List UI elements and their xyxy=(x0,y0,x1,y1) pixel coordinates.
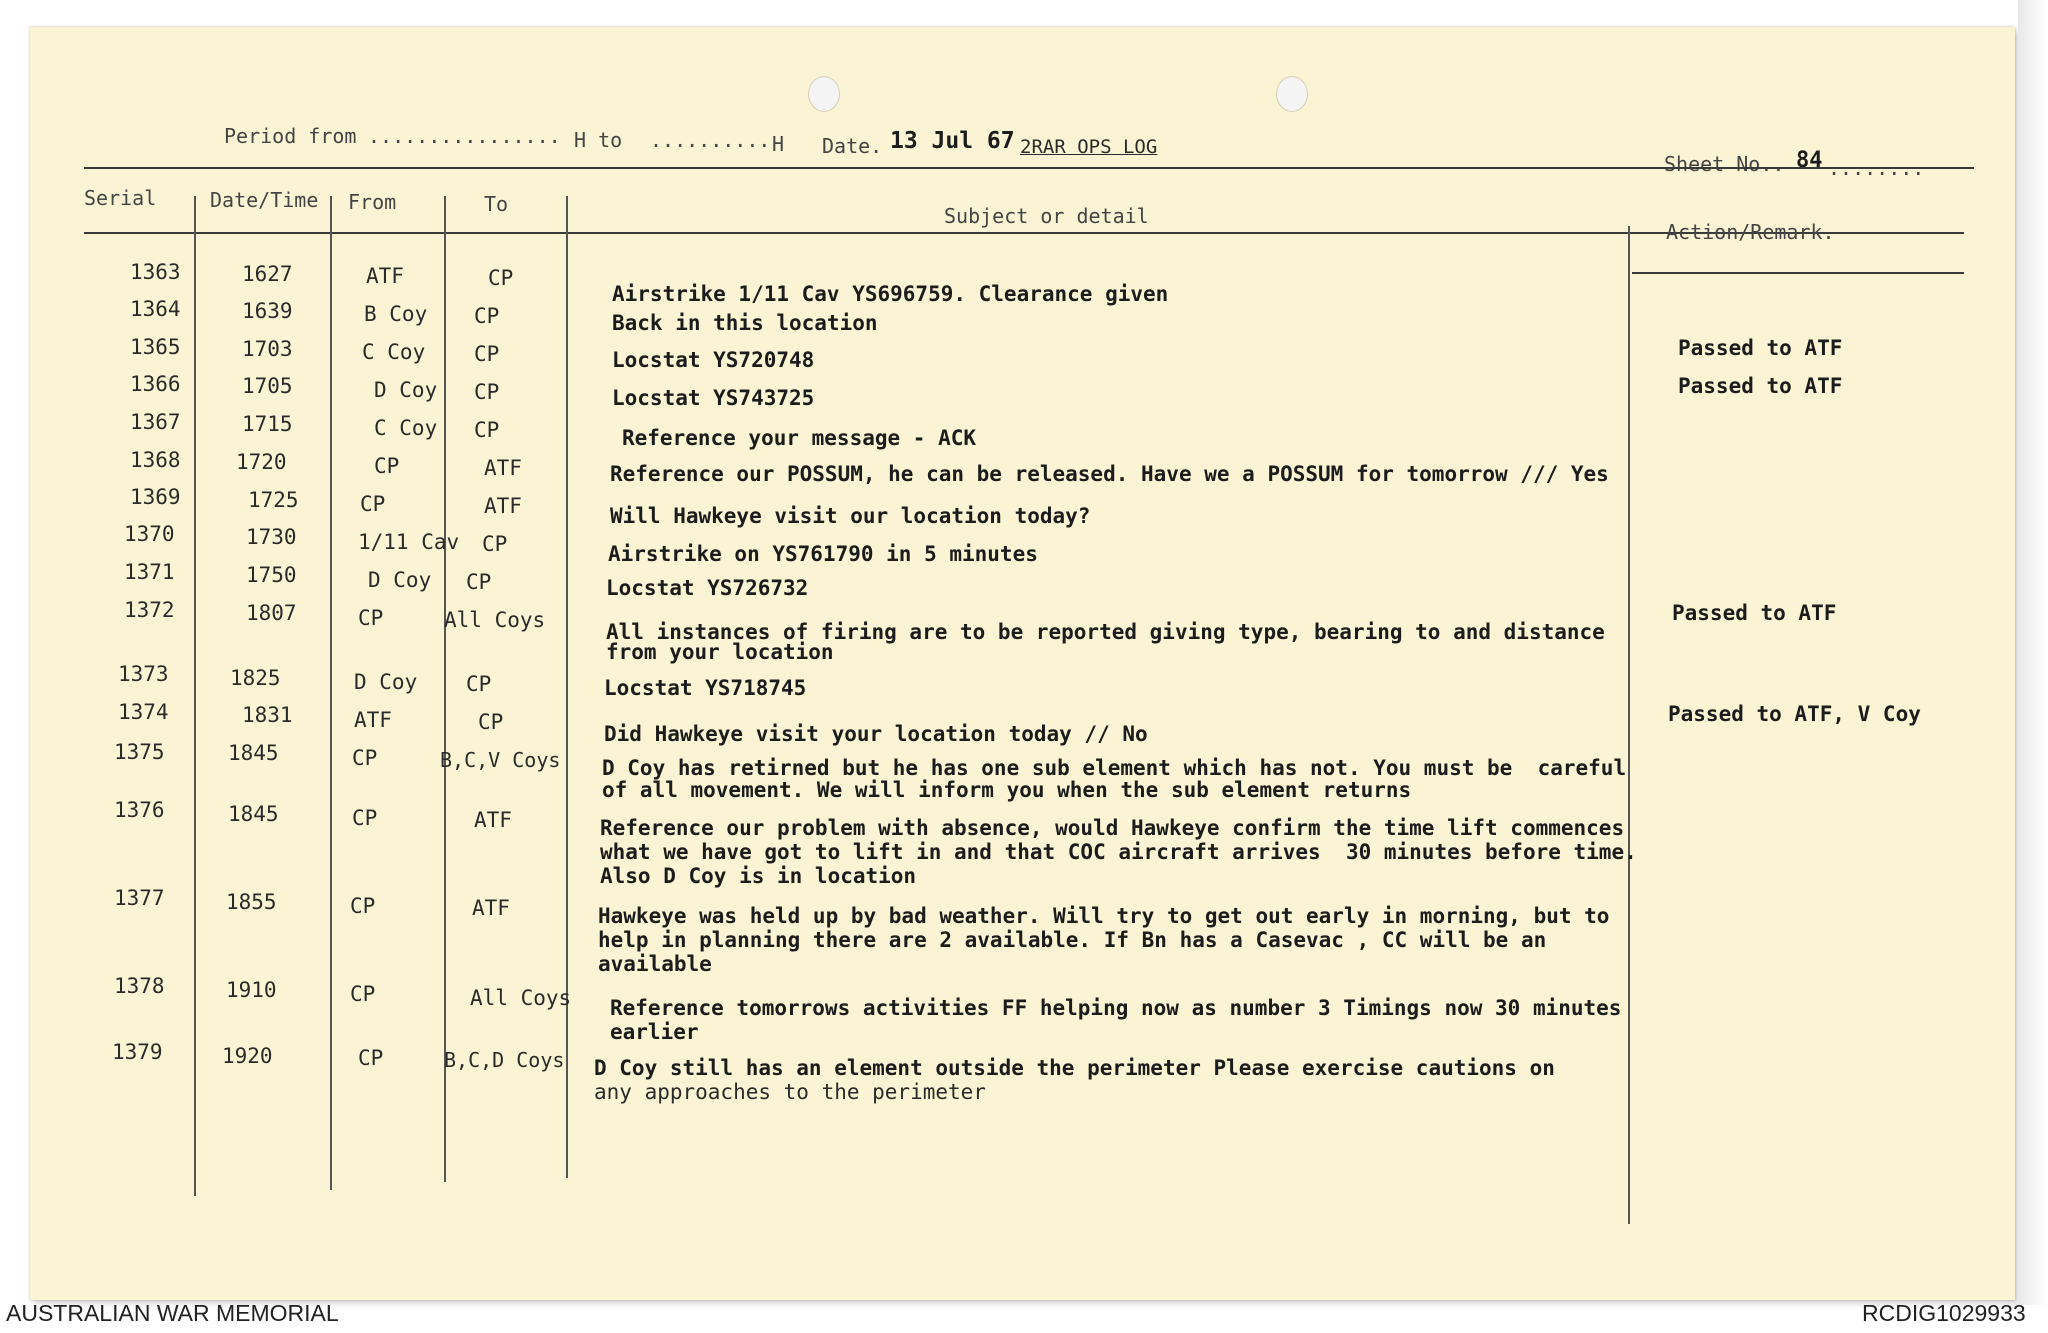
from: CP xyxy=(352,746,378,770)
serial: 1371 xyxy=(124,560,175,584)
sheet-number: 84 xyxy=(1796,148,1823,173)
header-top-rule xyxy=(84,167,1974,169)
serial: 1374 xyxy=(118,700,169,724)
serial: 1367 xyxy=(130,410,181,434)
serial: 1375 xyxy=(114,740,165,764)
detail-line: Airstrike 1/11 Cav YS696759. Clearance given xyxy=(612,282,1169,306)
time: 1845 xyxy=(228,741,279,765)
from: 1/11 Cav xyxy=(358,530,460,554)
time: 1725 xyxy=(248,488,299,512)
detail-line: All instances of firing are to be reported giving type, bearing to and distance xyxy=(606,620,1605,644)
to: ATF xyxy=(474,808,512,832)
time: 1845 xyxy=(228,802,279,826)
time: 1703 xyxy=(242,337,293,361)
from: CP xyxy=(350,894,376,918)
detail-line: Back in this location xyxy=(612,311,878,335)
col-subject: Subject or detail xyxy=(944,204,1149,228)
rule-datetime xyxy=(330,196,332,1190)
to: CP xyxy=(466,570,492,594)
to: CP xyxy=(478,710,504,734)
to: CP xyxy=(474,304,500,328)
rule-serial xyxy=(194,196,196,1196)
detail-line: Locstat YS718745 xyxy=(604,676,807,700)
from: CP xyxy=(352,806,378,830)
detail-line: Reference your message - ACK xyxy=(622,426,977,450)
time: 1910 xyxy=(226,978,277,1002)
col-action: Action/Remark. xyxy=(1666,220,1835,244)
to: B,C,V Coys xyxy=(440,748,561,772)
to: All Coys xyxy=(470,986,572,1010)
detail-line: Also D Coy is in location xyxy=(600,864,917,888)
from: CP xyxy=(350,982,376,1006)
time: 1720 xyxy=(236,450,287,474)
detail-line: available xyxy=(598,952,712,976)
to: CP xyxy=(488,266,514,290)
detail-line: any approaches to the perimeter xyxy=(594,1080,986,1104)
period-label: Period from xyxy=(224,124,357,148)
to: CP xyxy=(482,532,508,556)
serial: 1376 xyxy=(114,798,165,822)
h-label: H xyxy=(772,132,785,156)
date-value: 13 Jul 67 xyxy=(890,128,1015,154)
footer-left: AUSTRALIAN WAR MEMORIAL xyxy=(6,1300,339,1326)
action-remark: Passed to ATF xyxy=(1678,336,1843,360)
serial: 1373 xyxy=(118,662,169,686)
serial: 1364 xyxy=(130,297,181,321)
from: CP xyxy=(360,492,386,516)
time: 1730 xyxy=(246,525,297,549)
h-dots: .......... xyxy=(650,128,771,152)
rule-subject xyxy=(1628,226,1630,1224)
detail-line: earlier xyxy=(610,1020,699,1044)
to: ATF xyxy=(472,896,510,920)
from: CP xyxy=(374,454,400,478)
time: 1750 xyxy=(246,563,297,587)
serial: 1370 xyxy=(124,522,175,546)
detail-line: Locstat YS726732 xyxy=(606,576,809,600)
log-title: 2RAR OPS LOG xyxy=(1020,136,1158,158)
time: 1639 xyxy=(242,299,293,323)
detail-line: Will Hawkeye visit our location today? xyxy=(610,504,1091,528)
time: 1705 xyxy=(242,374,293,398)
detail-line: help in planning there are 2 available. If Bn has a Casevac , CC will be an xyxy=(598,928,1547,952)
sheet-dots: ........ xyxy=(1828,156,1925,180)
action-header-rule xyxy=(1632,272,1964,274)
time: 1627 xyxy=(242,262,293,286)
col-to: To xyxy=(484,192,509,216)
to: CP xyxy=(474,342,500,366)
sheet-label: Sheet No.. xyxy=(1664,152,1785,176)
punch-hole-left xyxy=(808,76,840,112)
detail-line: D Coy has retirned but he has one sub element which has not. You must be careful xyxy=(602,756,1627,780)
detail-line: of all movement. We will inform you when the sub element returns xyxy=(602,778,1412,802)
detail-line: Did Hawkeye visit your location today // No xyxy=(604,722,1148,746)
from: ATF xyxy=(354,708,392,732)
time: 1807 xyxy=(246,601,297,625)
serial: 1369 xyxy=(130,485,181,509)
to: All Coys xyxy=(444,608,546,632)
detail-line: what we have got to lift in and that COC aircraft arrives 30 minutes before time. xyxy=(600,840,1637,864)
serial: 1365 xyxy=(130,335,181,359)
detail-line: D Coy still has an element outside the perimeter Please exercise cautions on xyxy=(594,1056,1555,1080)
time: 1831 xyxy=(242,703,293,727)
serial: 1363 xyxy=(130,260,181,284)
detail-line: from your location xyxy=(606,640,834,664)
serial: 1377 xyxy=(114,886,165,910)
to: CP xyxy=(466,672,492,696)
from: CP xyxy=(358,1046,384,1070)
from: C Coy xyxy=(374,416,438,440)
rule-to xyxy=(566,196,568,1178)
action-remark: Passed to ATF xyxy=(1672,601,1837,625)
to: CP xyxy=(474,418,500,442)
detail-line: Reference tomorrows activities FF helping now as number 3 Timings now 30 minutes xyxy=(610,996,1622,1020)
time: 1855 xyxy=(226,890,277,914)
detail-line: Airstrike on YS761790 in 5 minutes xyxy=(608,542,1038,566)
detail-line: Reference our problem with absence, would Hawkeye confirm the time lift commences xyxy=(600,816,1625,840)
time: 1825 xyxy=(230,666,281,690)
from: B Coy xyxy=(364,302,428,326)
to: CP xyxy=(474,380,500,404)
period-dots: ................ xyxy=(368,124,561,148)
col-serial: Serial xyxy=(84,186,157,210)
col-datetime: Date/Time xyxy=(210,188,319,212)
from: D Coy xyxy=(368,568,432,592)
to: B,C,D Coys xyxy=(444,1048,565,1072)
detail-line: Reference our POSSUM, he can be released. Have we a POSSUM for tomorrow /// Yes xyxy=(610,462,1609,486)
col-from: From xyxy=(348,190,397,214)
from: CP xyxy=(358,606,384,630)
serial: 1366 xyxy=(130,372,181,396)
to: ATF xyxy=(484,494,522,518)
serial: 1378 xyxy=(114,974,165,998)
serial: 1372 xyxy=(124,598,175,622)
from: C Coy xyxy=(362,340,426,364)
punch-hole-right xyxy=(1276,76,1308,112)
serial: 1379 xyxy=(112,1040,163,1064)
page-edge xyxy=(2018,0,2048,1305)
detail-line: Locstat YS720748 xyxy=(612,348,815,372)
detail-line: Hawkeye was held up by bad weather. Will try to get out early in morning, but to xyxy=(598,904,1610,928)
time: 1920 xyxy=(222,1044,273,1068)
detail-line: Locstat YS743725 xyxy=(612,386,815,410)
time: 1715 xyxy=(242,412,293,436)
footer-right: RCDIG1029933 xyxy=(1862,1300,2026,1326)
to: ATF xyxy=(484,456,522,480)
h-to-label: H to xyxy=(574,128,635,152)
serial: 1368 xyxy=(130,448,181,472)
from: D Coy xyxy=(354,670,418,694)
from: ATF xyxy=(366,264,404,288)
action-remark: Passed to ATF xyxy=(1678,374,1843,398)
action-remark: Passed to ATF, V Coy xyxy=(1668,702,1921,726)
from: D Coy xyxy=(374,378,438,402)
rule-from xyxy=(444,196,446,1182)
date-label: Date. xyxy=(822,134,883,158)
